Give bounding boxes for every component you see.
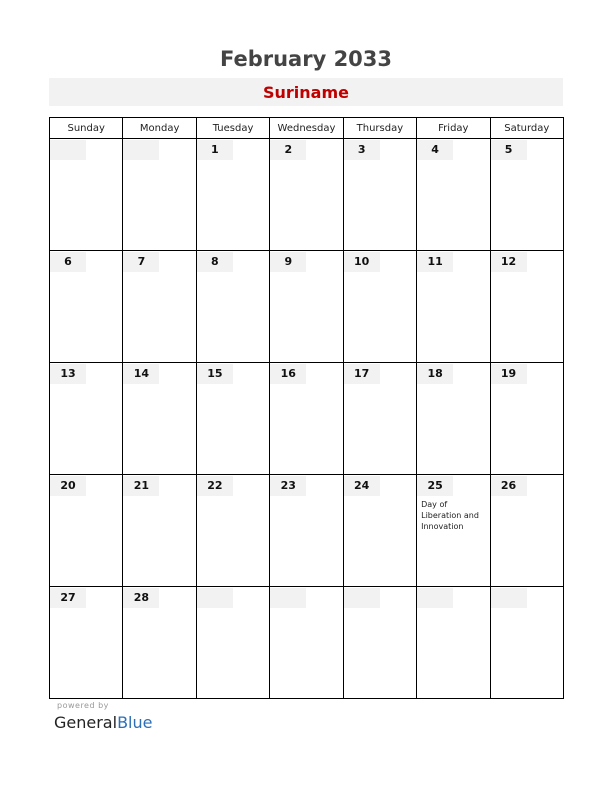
day-cell[interactable] — [123, 363, 196, 475]
week-row — [50, 363, 564, 475]
day-cell[interactable] — [343, 363, 416, 475]
week-row — [50, 139, 564, 251]
weekday-header: Monday — [123, 118, 196, 139]
week-row — [50, 587, 564, 699]
day-cell[interactable] — [270, 139, 343, 251]
day-cell[interactable] — [123, 587, 196, 699]
day-cell[interactable] — [343, 587, 416, 699]
day-number: 6 — [50, 252, 86, 272]
day-cell[interactable] — [270, 475, 343, 587]
day-number: 23 — [270, 476, 306, 496]
day-cell[interactable] — [50, 139, 123, 251]
day-number: 7 — [123, 252, 159, 272]
day-cell[interactable] — [417, 587, 490, 699]
brand-general: General — [54, 713, 118, 732]
day-number — [270, 588, 306, 608]
day-cell[interactable] — [417, 475, 490, 587]
day-number: 1 — [197, 140, 233, 160]
day-number: 28 — [123, 588, 159, 608]
day-number: 4 — [417, 140, 453, 160]
day-cell[interactable] — [123, 251, 196, 363]
day-cell[interactable] — [196, 475, 269, 587]
day-number — [197, 588, 233, 608]
day-cell[interactable] — [196, 363, 269, 475]
day-cell[interactable] — [270, 587, 343, 699]
day-number: 14 — [123, 364, 159, 384]
day-number — [417, 588, 453, 608]
generalblue-logo[interactable] — [54, 713, 152, 732]
country-name: Suriname — [263, 83, 349, 102]
day-cell[interactable] — [270, 251, 343, 363]
day-number: 17 — [344, 364, 380, 384]
day-number — [123, 140, 159, 160]
day-number: 15 — [197, 364, 233, 384]
day-cell[interactable] — [50, 251, 123, 363]
weekday-header: Thursday — [343, 118, 416, 139]
calendar-grid — [49, 117, 564, 699]
day-cell[interactable] — [417, 363, 490, 475]
day-cell[interactable] — [343, 475, 416, 587]
weekday-header: Friday — [417, 118, 490, 139]
day-number: 27 — [50, 588, 86, 608]
day-number: 8 — [197, 252, 233, 272]
weekday-header: Saturday — [490, 118, 563, 139]
brand-blue: Blue — [117, 713, 153, 732]
day-number — [50, 140, 86, 160]
day-cell[interactable] — [50, 363, 123, 475]
day-number: 19 — [491, 364, 527, 384]
day-number: 3 — [344, 140, 380, 160]
day-number: 5 — [491, 140, 527, 160]
day-cell[interactable] — [343, 139, 416, 251]
day-number: 24 — [344, 476, 380, 496]
weekday-header: Wednesday — [270, 118, 343, 139]
day-number: 11 — [417, 252, 453, 272]
day-number: 18 — [417, 364, 453, 384]
day-number: 12 — [491, 252, 527, 272]
day-number — [491, 588, 527, 608]
weekday-header-row — [50, 118, 564, 139]
day-number: 25 — [417, 476, 453, 496]
day-cell[interactable] — [196, 251, 269, 363]
country-bar — [49, 78, 563, 106]
weekday-header: Tuesday — [196, 118, 269, 139]
day-number: 10 — [344, 252, 380, 272]
day-number: 20 — [50, 476, 86, 496]
day-number: 16 — [270, 364, 306, 384]
day-cell[interactable] — [50, 587, 123, 699]
day-cell[interactable] — [417, 251, 490, 363]
day-cell[interactable] — [490, 475, 563, 587]
day-number: 26 — [491, 476, 527, 496]
day-cell[interactable] — [490, 139, 563, 251]
day-cell[interactable] — [490, 587, 563, 699]
week-row — [50, 251, 564, 363]
weekday-header: Sunday — [50, 118, 123, 139]
day-number: 2 — [270, 140, 306, 160]
day-cell[interactable] — [270, 363, 343, 475]
day-cell[interactable] — [490, 363, 563, 475]
powered-by-text: powered by — [57, 701, 109, 710]
day-number — [344, 588, 380, 608]
day-cell[interactable] — [196, 587, 269, 699]
day-number: 21 — [123, 476, 159, 496]
day-cell[interactable] — [50, 475, 123, 587]
day-cell[interactable] — [343, 251, 416, 363]
day-number: 13 — [50, 364, 86, 384]
day-number: 9 — [270, 252, 306, 272]
calendar-title: February 2033 — [219, 47, 393, 71]
day-cell[interactable] — [123, 139, 196, 251]
holiday-label: Day of Liberation and Innovation — [421, 500, 479, 531]
day-number: 22 — [197, 476, 233, 496]
day-cell[interactable] — [417, 139, 490, 251]
day-cell[interactable] — [196, 139, 269, 251]
day-cell[interactable] — [490, 251, 563, 363]
week-row — [50, 475, 564, 587]
day-cell[interactable] — [123, 475, 196, 587]
